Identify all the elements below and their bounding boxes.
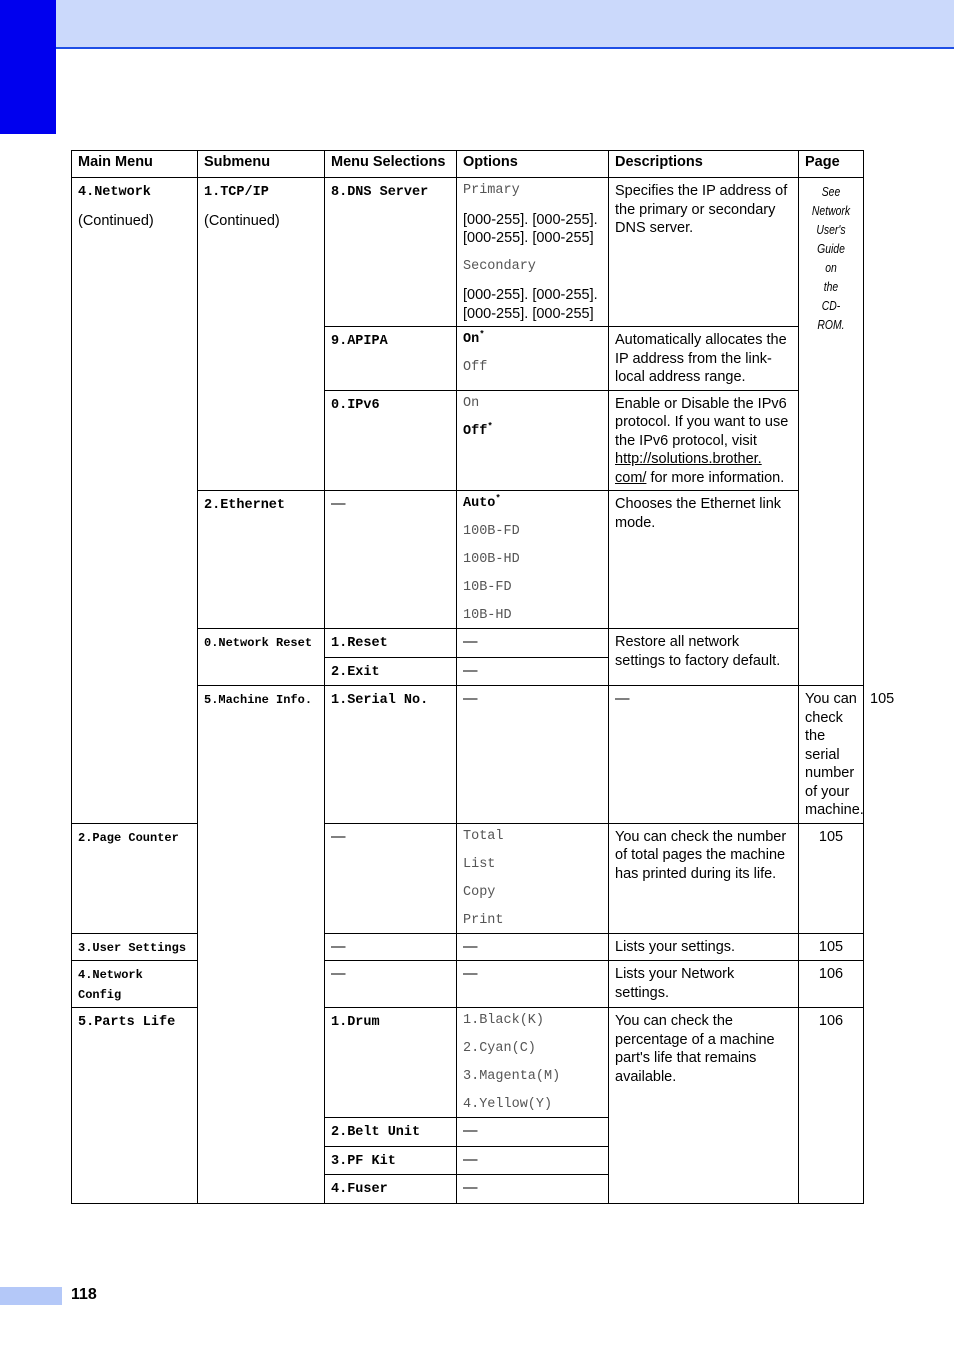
options-none: — [457, 629, 609, 658]
options-none: — [609, 686, 799, 824]
page-user-settings: 105 [799, 933, 864, 961]
table-row [72, 823, 864, 933]
option-print: Print [463, 912, 504, 928]
main-menu-machine-info: 5.Machine Info. [204, 693, 313, 707]
chapter-tab [0, 0, 56, 134]
description-network-config: Lists your Network settings. [609, 961, 799, 1008]
options-page-counter-cell [457, 823, 609, 933]
description-user-settings: Lists your settings. [609, 933, 799, 961]
submenu-user-settings-cell [72, 933, 198, 961]
page-number-tab [0, 1287, 62, 1305]
header-page: Page [799, 151, 864, 178]
options-ipv6-cell [457, 390, 609, 491]
selection-none: — [325, 491, 457, 629]
option-off-default: Off* [463, 421, 493, 439]
selection-none: — [325, 933, 457, 961]
selection-belt-unit: 2.Belt Unit [331, 1125, 421, 1140]
selection-none: — [325, 823, 457, 933]
selection-apipa: 9.APIPA [331, 334, 388, 349]
selection-ipv6: 0.IPv6 [331, 397, 380, 413]
submenu-ethernet: 2.Ethernet [204, 498, 286, 513]
submenu-network-config-cell [72, 961, 198, 1008]
selection-ipv6-cell [325, 390, 457, 491]
description-ipv6-end: for more information. [650, 469, 785, 486]
options-none: — [457, 1175, 609, 1204]
option-primary-range: [000-255]. [000-255]. [000-255]. [000-255] [463, 211, 598, 246]
option-copy: Copy [463, 884, 496, 900]
header-band [0, 0, 954, 49]
selection-exit-cell [325, 657, 457, 686]
description-ipv6-cell [609, 390, 799, 491]
submenu-network-reset: 0.Network Reset [204, 636, 313, 650]
selection-pf-kit: 3.PF Kit [331, 1153, 396, 1169]
see-ref-line: CD-ROM. [817, 298, 845, 332]
submenu-network-config: 4.Network Config [78, 968, 143, 1002]
menu-table [71, 150, 895, 1204]
header-options: Options [457, 151, 609, 178]
selection-belt-unit-cell [325, 1118, 457, 1147]
options-drum-cell [457, 1008, 609, 1118]
submenu-user-settings: 3.User Settings [78, 940, 187, 955]
options-none: — [457, 657, 609, 686]
main-menu-machine-info-cell [198, 686, 325, 1204]
option-total: Total [463, 828, 504, 844]
selection-reset: 1.Reset [331, 636, 388, 651]
selection-none: — [457, 686, 609, 824]
see-ref-line: See [821, 184, 841, 199]
selection-fuser: 4.Fuser [331, 1182, 388, 1197]
page-number: 118 [71, 1286, 97, 1303]
options-none: — [457, 933, 609, 961]
submenu-serial-no: 1.Serial No. [331, 693, 429, 708]
page-parts-life: 106 [799, 1008, 864, 1204]
description-ethernet: Chooses the Ethernet link mode. [609, 491, 799, 629]
continued-label: (Continued) [78, 212, 154, 229]
page-page-counter: 105 [799, 823, 864, 933]
header-descriptions: Descriptions [609, 151, 799, 178]
submenu-parts-life: 5.Parts Life [78, 1015, 176, 1030]
selection-apipa-cell [325, 327, 457, 391]
see-ref-line: Guide on [817, 241, 845, 275]
options-dns-cell [457, 178, 609, 327]
submenu-serial-cell [325, 686, 457, 824]
submenu-tcpip-cell [198, 178, 325, 491]
selection-exit: 2.Exit [331, 664, 380, 680]
main-menu-network: 4.Network [78, 185, 151, 200]
selection-dns-server-cell [325, 178, 457, 327]
options-apipa-cell [457, 327, 609, 391]
submenu-parts-life-cell [72, 1008, 198, 1204]
option-auto-default: Auto* [463, 493, 501, 511]
solutions-link[interactable]: http://solutions.brother. com/ [615, 451, 762, 486]
header-menu-selections: Menu Selections [325, 151, 457, 178]
option-10b-hd: 10B-HD [463, 608, 512, 623]
table-header-row [72, 151, 864, 178]
options-none: — [457, 961, 609, 1008]
option-list: List [463, 856, 496, 872]
description-page-counter: You can check the number of total pages the machine has printed during its life. [609, 823, 799, 933]
options-ethernet-cell [457, 491, 609, 629]
option-100b-fd: 100B-FD [463, 524, 520, 539]
option-10b-fd: 10B-FD [463, 580, 512, 595]
selection-dns-server: 8.DNS Server [331, 185, 429, 200]
description-apipa: Automatically allocates the IP address from the link-local address range. [609, 327, 799, 391]
selection-drum-cell [325, 1008, 457, 1118]
submenu-page-counter-cell [72, 823, 198, 933]
submenu-page-counter: 2.Page Counter [78, 830, 179, 845]
selection-drum: 1.Drum [331, 1015, 380, 1030]
submenu-tcpip: 1.TCP/IP [204, 185, 269, 200]
see-ref-line: Network [811, 203, 851, 218]
description-serial: You can check the serial number of your machine. [799, 686, 864, 824]
table-row [72, 961, 864, 1008]
description-dns: Specifies the IP address of the primary or secondary DNS server. [609, 178, 799, 327]
option-primary: Primary [463, 183, 520, 198]
option-black: 1.Black(K) [463, 1013, 545, 1028]
options-none: — [457, 1118, 609, 1147]
submenu-ethernet-cell [198, 491, 325, 629]
table-row [72, 178, 864, 327]
continued-label: (Continued) [204, 212, 280, 229]
header-submenu: Submenu [198, 151, 325, 178]
table-row [72, 1008, 864, 1118]
page-network-config: 106 [799, 961, 864, 1008]
page-see-guide-cell [799, 178, 864, 686]
see-ref-line: the [823, 279, 839, 294]
selection-none: — [325, 961, 457, 1008]
selection-fuser-cell [325, 1175, 457, 1204]
option-on: On [463, 395, 480, 411]
option-cyan: 2.Cyan(C) [463, 1041, 536, 1056]
description-reset: Restore all network settings to factory default. [609, 629, 799, 686]
option-off: Off [463, 360, 488, 375]
main-menu-network-cell [72, 178, 198, 824]
option-secondary: Secondary [463, 258, 536, 274]
option-100b-hd: 100B-HD [463, 552, 520, 567]
option-yellow: 4.Yellow(Y) [463, 1097, 553, 1112]
option-magenta: 3.Magenta(M) [463, 1069, 561, 1084]
option-secondary-range: [000-255]. [000-255]. [000-255]. [000-255] [463, 287, 598, 322]
table-row [72, 933, 864, 961]
table-row: 5.Machine Info. 1.Serial No. — — You can check the serial number of your machine. 105 [72, 686, 864, 824]
see-ref-line: User's [816, 222, 846, 237]
submenu-network-reset-cell [198, 629, 325, 686]
description-ipv6: Enable or Disable the IPv6 protocol. If you want to use the IPv6 protocol, visit [615, 395, 789, 449]
selection-pf-kit-cell [325, 1146, 457, 1175]
options-none: — [457, 1146, 609, 1175]
header-main-menu: Main Menu [72, 151, 198, 178]
description-parts-life: You can check the percentage of a machine part's life that remains available. [609, 1008, 799, 1204]
selection-reset-cell [325, 629, 457, 658]
option-on-default: On* [463, 329, 485, 347]
